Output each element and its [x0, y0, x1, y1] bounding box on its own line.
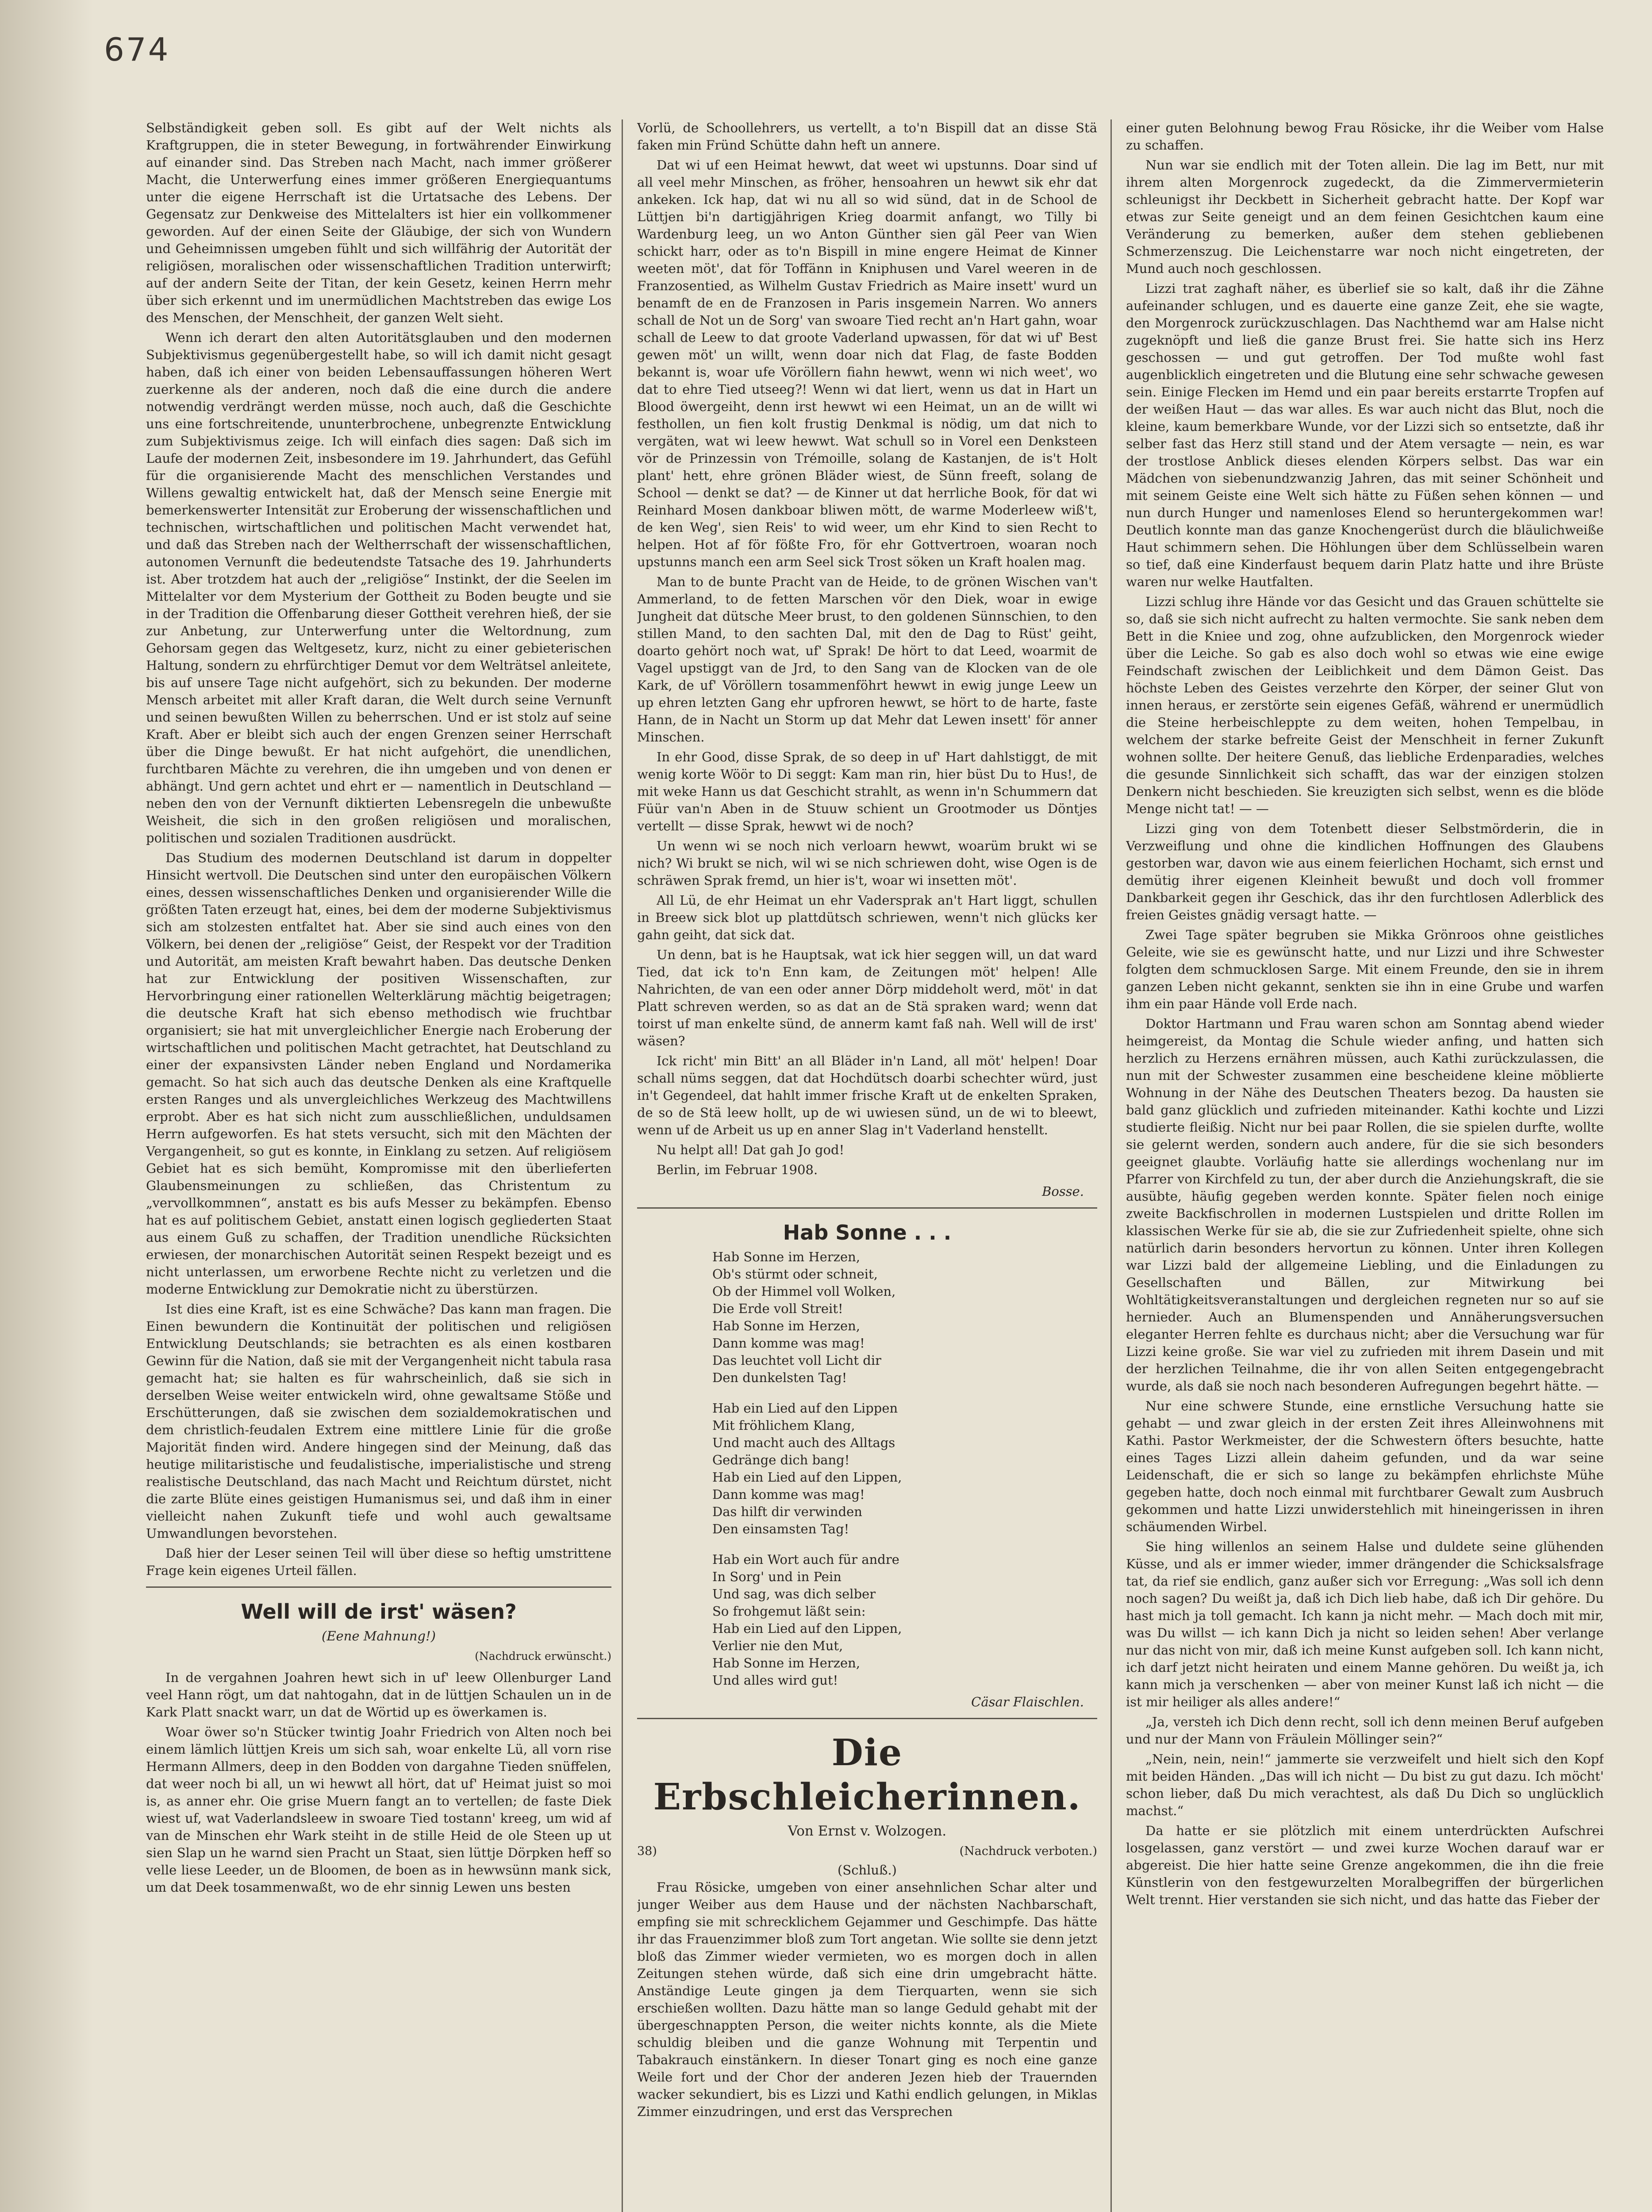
- left-paragraph: Daß hier der Leser seinen Teil will über diese so heftig umstrittene Frage kein eigenes Urteil fällen.: [146, 1546, 611, 1578]
- poem-line: Hab ein Lied auf den Lippen: [712, 1401, 898, 1416]
- conclusion-marker: (Schluß.): [838, 1863, 897, 1878]
- poem-line: Den dunkelsten Tag!: [712, 1370, 847, 1385]
- right-paragraph: Da hatte er sie plötzlich mit einem unterdrückten Aufschrei losgelassen, ganz verstört — und zwei kurze Wochen darauf war er abgereist. Die hier hatte seine Grenze angekommen, die ihn die freie Künstlerin von den festgewurzelten Moralbegriffen der bürgerlichen Welt trennt. Hier verstanden sie sich nicht, und das hatte das Fieber der: [1126, 1823, 1604, 1907]
- middle-paragraph: Un denn, bat is he Hauptsak, wat ick hier seggen will, un dat ward Tied, dat ick to'n Enn kam, de Zeitungen möt' helpen! Alle Nahrichten, de van een oder anner Dörp middeholt werd, möt' in dat Platt schreven werden, so as dat an de Stä spraken ward; wenn dat toirst uf man enkelte sünd, de annerm kamt faß nah. Well will de irst' wäsen?: [637, 947, 1097, 1048]
- poem-line: Ob der Himmel voll Wolken,: [712, 1284, 896, 1299]
- reprint-note: (Nachdruck verboten.): [959, 1844, 1097, 1858]
- poem-line: Hab Sonne im Herzen,: [712, 1655, 861, 1671]
- poem-body: [712, 1248, 1097, 1689]
- poem-line: In Sorg' und in Pein: [712, 1569, 841, 1584]
- right-paragraph: einer guten Belohnung bewog Frau Rösicke, ihr die Weiber vom Halse zu schaffen.: [1126, 120, 1604, 153]
- article-subtitle: (Eene Mahnung!): [322, 1628, 436, 1644]
- poem-line: Und sag, was dich selber: [712, 1586, 876, 1601]
- poem-title: Hab Sonne . . .: [783, 1221, 952, 1244]
- poem-line: Hab ein Wort auch für andre: [712, 1552, 899, 1567]
- right-paragraph: „Ja, versteh ich Dich denn recht, soll ich denn meinen Beruf aufgeben und nur der Mann von Fräulein Möllinger sein?“: [1126, 1714, 1604, 1747]
- novel-byline: Von Ernst v. Wolzogen.: [788, 1823, 947, 1839]
- novel-paragraph: Frau Rösicke, umgeben von einer ansehnlichen Schar alter und junger Weiber aus dem Hause und der nächsten Nachbarschaft, empfing sie mit schrecklichem Gejammer und Geschimpfe. Das hätte ihr das Frauenzimmer bloß zum Tort angetan. Wie sollte sie denn jetzt bloß das Zimmer wieder vermieten, wo es morgen doch in allen Zeitungen stehen würde, daß sich eine drin umgebracht hätte. Anständige Leute gingen ja dem Tierquarten, wenn sie sich erschießen wollten. Dazu hätte man so lange Geduld gehabt mit der übergeschnappten Person, die weiter nichts konnte, als die Miete schuldig bleiben und die ganze Wohnung mit Terpentin und Tabakrauch einstänkern. In dieser Tonart ging es noch eine ganze Weile fort und der Chor der anderen Jezen hieb der Trauernden wacker sekundiert, bis es Lizzi und Kathi endlich gelungen, in Miklas Zimmer einzudringen, und erst das Versprechen: [637, 1880, 1097, 2119]
- middle-paragraph: Dat wi uf een Heimat hewwt, dat weet wi upstunns. Doar sind uf all veel mehr Minschen, as fröher, hensoahren un hewwt sik ehr dat ankeken. Ick hap, dat wi nu all so wid sünd, dat in de School de Lüttjen bi'n dartigjährigen Krieg doarmit anfangt, wo Tilly bi Wardenburg leeg, un wo Anton Günther sien gäl Peer van Wien schickt harr, oder as to'n Bispill in mine engere Heimat de Kinner weeten möt', dat för Toffänn in Kniphusen und Varel weeren in de Franzosentied, as Wilhelm Gustav Friedrich as Maire insett' wurd un benamft de en de Franzosen in Paris insgemein Narren. Wo anners schall de Not un de Sorg' van swoare Tied recht an'n Hart gahn, woar schall de Leew to dat groote Vaderland upwassen, för dat wi uf' Best gewen möt' un willt, wenn doar nich dat Flag, de faste Bodden bekannt is, woar ufe Vöröllern fiahn hewwt, wenn wi nich weet', wo dat to ehre Tied utseeg?! Wenn wi dat liert, wenn us dat in Hart un Blood öwergeiht, denn irst hewwt wi een Heimat, un an de willt wi festhollen, un fien kolt frustig Denkmal is nödig, um dat nich to vergäten, wat wi leew hewwt. Wat schull so in Vorel een Denksteen vör de Prinzessin von Trémoille, solang de Kastanjen, de is't Holt plant' hett, ehre grönen Bläder wiest, de Sünn freeft, solang de School — denkt se dat? — de Kinner ut dat herrliche Book, för dat wi Reinhard Mosen dankboar bliwen mött, de warme Moderleew wiß't, de ken Weg', sien Reis' to wid weer, um ehr Kind to sien Recht to helpen. Hot af för fößte Fro, för ehr Gottvertroen, woaran noch upstunns manch een arm Seel sick Trost söken un Kraft hoalen mag.: [637, 157, 1097, 569]
- poem-line: Und macht auch des Alltags: [712, 1435, 895, 1450]
- reprint-note: (Nachdruck erwünscht.): [475, 1650, 611, 1663]
- left-paragraph: Ist dies eine Kraft, ist es eine Schwäche? Das kann man fragen. Die Einen bewundern die Kontinuität der politischen und religiösen Entwicklung Deutschlands; sie betrachten es als einen kostbaren Gewinn für die Nation, daß sie mit der Vergangenheit nicht tabula rasa gemacht hat; sie halten es für wahrscheinlich, daß sie sich in derselben Weise weiter entwickeln wird, ohne gewaltsame Stöße und Erschütterungen, daß sie zwischen dem sozialdemokratischen und dem christlich-feudalen Extrem eine mittlere Linie für die große Majorität finden wird. Andere hingegen sind der Meinung, daß das heutige militaristische und feudalistische, imperialistische und streng realistische Deutschland, das nach Macht und Reichtum dürstet, nicht die zarte Blüte eines geistigen Humanismus sei, und daß ihm in einer vielleicht nahen Zukunft tiefe und wohl auch gewaltsame Umwandlungen bevorstehen.: [146, 1302, 611, 1541]
- poem-line: Dann komme was mag!: [712, 1487, 865, 1502]
- dateline: Berlin, im Februar 1908.: [657, 1162, 818, 1177]
- poem-line: Und alles wird gut!: [712, 1673, 838, 1688]
- right-paragraph: Sie hing willenlos an seinem Halse und duldete seine glühenden Küsse, und als er immer wieder, immer drängender die Schicksalsfrage tat, da rief sie endlich, ganz außer sich vor Erregung: „Was soll ich denn noch sagen? Du weißt ja, daß ich Dich lieb habe, daß ich Dir gehöre. Du hast mich ja toll gemacht. Ich kann ja nicht mehr. — Mach doch mit mir, was Du willst — ich kann Dich ja nicht so leiden sehen! Aber verlange nur das nicht von mir, daß ich meine Kunst aufgeben soll. Ich kann nicht, ich darf jetzt nicht heiraten und einem Manne gehören. Du weißt ja, ich kann mich ja verschenken — aber von meiner Kunst laß ich nicht — die ist mir heiliger als alles andere!“: [1126, 1539, 1604, 1709]
- poem-line: Den einsamsten Tag!: [712, 1521, 849, 1536]
- stanza-gap: [712, 1538, 1097, 1551]
- left-paragraph: Das Studium des modernen Deutschland ist darum in doppelter Hinsicht wertvoll. Die Deutschen sind unter den europäischen Völkern eines, dessen wissenschaftliches Denken und organisierender Wille die größten Taten erzeugt hat, eines, bei dem der moderne Subjektivismus sich am stolzesten entfaltet hat. Aber sie sind auch eines von den Völkern, bei denen der „religiöse“ Geist, der Respekt vor der Tradition und Autorität, am meisten Kraft bewahrt haben. Das deutsche Denken hat zur Entwicklung der positiven Wissenschaften, zur Hervorbringung einer rationellen Welterklärung mächtig beigetragen; die deutsche Kraft hat sich ebenso methodisch wie fruchtbar organisiert; sie hat mit unvergleichlicher Energie nach Eroberung der wirtschaftlichen und politischen Macht getrachtet, hat Deutschland zu einer der expansivsten Länder neben England und Nordamerika gemacht. So hat sich auch das deutsche Denken als eine Kraftquelle ersten Ranges und als unvergleichliches Werkzeug des Machtwillens erprobt. Aber es hat sich nicht zum ausschließlichen, unduldsamen Herrn aufgeworfen. Es hat stets versucht, sich mit den Mächten der Vergangenheit, so gut es konnte, in Einklang zu setzen. Auf religiösem Gebiet hat es sich bemüht, Kompromisse mit den überlieferten Glaubensmeinungen zu schließen, das Christentum zu „vervollkommnen“, anstatt es bis aufs Messer zu bekämpfen. Ebenso hat es auf politischem Gebiet, anstatt einen logisch gegliederten Staat aus einem Guß zu schaffen, der Tradition unendliche Rücksichten erwiesen, der monarchischen Autorität seinen Respekt bezeigt und es nicht unterlassen, um erworbene Rechte nicht zu verletzen und die moderne Entwicklung zur Demokratie nicht zu überstürzen.: [146, 850, 611, 1297]
- poem-line: Verlier nie den Mut,: [712, 1638, 843, 1653]
- author-signature: Bosse.: [1042, 1184, 1084, 1199]
- left-paragraph: Wenn ich derart den alten Autoritätsglauben und den modernen Subjektivismus gegenübergestellt habe, so will ich damit nicht gesagt haben, daß ich einer von beiden Lebensauffassungen höheren Wert zuerkenne als der anderen, noch daß die eine durch die andere notwendig verdrängt werden müsse, noch auch, daß die Geschichte uns eine fortschreitende, ununterbrochene, unbegrenzte Entwicklung zum Subjektivismus zeige. Ich will einfach dies sagen: Daß sich im Laufe der modernen Zeit, insbesondere im 19. Jahrhundert, das Gefühl für die organisierende Macht des menschlichen Verstandes und Willens gewaltig entwickelt hat, daß der Mensch seine Energie mit bemerkenswerter Intensität zur Eroberung der wissenschaftlichen und technischen, wirtschaftlichen und politischen Macht verwendet hat, und daß das Streben nach der Weltherrschaft der wissenschaftlichen, autonomen Vernunft die bedeutendste Tatsache des 19. Jahrhunderts ist. Aber trotzdem hat auch der „religiöse“ Instinkt, der die Seelen im Mittelalter vor dem Mysterium der Gottheit zu Boden beugte und sie in der Tradition die Offenbarung dieser Gottheit verehren hieß, der sie zur Anbetung, zur Unterwerfung unter die Weltordnung, zum Gehorsam gegen das Weltgesetz, kurz, nicht zu einer gebieterischen Haltung, sondern zu ehrfürchtiger Demut vor dem Welträtsel anleitete, bis auf unsere Tage nicht aufgehört, sich zu bekunden. Der moderne Mensch arbeitet mit aller Kraft daran, die Welt durch seine Vernunft und seinen bewußten Willen zu beherrschen. Und er ist stolz auf seine Kraft. Aber er bleibt sich auch der engen Grenzen seiner Herrschaft über die Dinge bewußt. Er hat nicht aufgehört, die unendlichen, furchtbaren Mächte zu verehren, die ihn umgeben und von denen er abhängt. Und gern achtet und ehrt er — namentlich in Deutschland — neben den von der Vernunft diktierten Lebensregeln die unbewußte Weisheit, die sich in den großen religiösen und moralischen, politischen und sozialen Traditionen ausdrückt.: [146, 330, 611, 845]
- poem-line: Hab Sonne im Herzen,: [712, 1249, 861, 1264]
- poem-line: Gedränge dich bang!: [712, 1452, 850, 1467]
- poem-line: Das leuchtet voll Licht dir: [712, 1353, 881, 1368]
- poem-line: Ob's stürmt oder schneit,: [712, 1267, 878, 1282]
- poem-line: Das hilft dir verwinden: [712, 1504, 862, 1519]
- right-paragraph: Lizzi schlug ihre Hände vor das Gesicht und das Grauen schüttelte sie so, daß sie sich nicht aufrecht zu halten vermochte. Sie sank neben dem Bett in die Kniee und zog, ohne aufzublicken, den Morgenrock wieder über die Leiche. So gab es also doch wohl so etwas wie eine ewige Feindschaft zwischen der Leiblichkeit und dem Dämon Geist. Das höchste Leben des Geistes verzehrte den Körper, der seiner Glut von innen heraus, er zerstörte sein eigenes Gefäß, während er unermüdlich die Steine herbeischleppte zu dem weiten, hohen Tempelbau, in welchem der starke befreite Geist der Menschheit in ferner Zukunft wohnen sollte. Der heitere Genuß, das liebliche Erdenparadies, welches die gesunde Sinnlichkeit sich schafft, das war der einzigen stolzen Denkern nicht beschieden. Sie kreuzigten sich selbst, wenn es die blöde Menge nicht tat! — —: [1126, 594, 1604, 816]
- right-column: [1126, 119, 1604, 2212]
- article-title: Well will de irst' wäsen?: [241, 1600, 517, 1624]
- poem-line: Hab ein Lied auf den Lippen,: [712, 1470, 902, 1485]
- poem-line: Mit fröhlichem Klang,: [712, 1418, 855, 1433]
- installment-number: 38): [637, 1844, 657, 1858]
- middle-paragraph: Un wenn wi se noch nich verloarn hewwt, woarüm brukt wi se nich? Wi brukt se nich, wil wi se nich schriewen doht, wise Ogen is de schräwen Sprak fremd, un hier is't, woar wi insetten möt'.: [637, 838, 1097, 888]
- poem-line: Die Erde voll Streit!: [712, 1301, 843, 1316]
- page-number: 674: [104, 31, 170, 68]
- article-paragraph: In de vergahnen Joahren hewt sich in uf' leew Ollenburger Land veel Hann rögt, um dat nahtogahn, dat in de lüttjen Schaulen un in de Kark Platt snackt warr, un dat de Wörtid up es öwerkamen is.: [146, 1670, 611, 1720]
- left-paragraph: Selbständigkeit geben soll. Es gibt auf der Welt nichts als Kraftgruppen, die in steter Bewegung, in fortwährender Einwirkung auf einander sind. Das Streben nach Macht, nach immer größerer Macht, die Unterwerfung eines immer größeren Energiequantums unter die eigene Herrschaft ist die Urtatsache des Lebens. Der Gegensatz zur Denkweise des Mittelalters ist hier ein vollkommener geworden. Auf der einen Seite der Gläubige, der sich von Wundern und Geheimnissen umgeben fühlt und sich willfährig der Autorität der religiösen, moralischen oder wissenschaftlichen Tradition unterwirft; auf der andern Seite der Titan, der kein Gesetz, keinen Herrn mehr über sich erkennt und im unermüdlichen Machtstreben das ewige Los des Menschen, der Menschheit, der ganzen Welt sieht.: [146, 120, 611, 325]
- poem-line: Hab Sonne im Herzen,: [712, 1318, 861, 1333]
- novel-title: Die Erbschleicherinnen.: [653, 1732, 1081, 1818]
- poem-line: Dann komme was mag!: [712, 1336, 865, 1351]
- column-rule-left: [622, 119, 623, 2212]
- right-paragraph: „Nein, nein, nein!“ jammerte sie verzweifelt und hielt sich den Kopf mit beiden Händen. „Das will ich nicht — Du bist zu gut dazu. Ich möcht' schon lieber, daß Du mich verachtest, als daß Du Dich so unglücklich machst.“: [1126, 1751, 1604, 1818]
- right-paragraph: Nur eine schwere Stunde, eine ernstliche Versuchung hatte sie gehabt — und zwar gleich in der ersten Zeit ihres Alleinwohnens mit Kathi. Pastor Werkmeister, der die Schwestern öfters besuchte, hatte eines Tages Lizzi allein daheim gefunden, und da war seine Leidenschaft, die er sich so lange zu bekämpfen ehrlichste Mühe gegeben hatte, doch noch einmal mit furchtbarer Gewalt zum Ausbruch gekommen und hatte Lizzi unwiderstehlich mit hineingerissen in ihren schäumenden Wirbel.: [1126, 1398, 1604, 1534]
- section-divider: [146, 1586, 611, 1588]
- stanza-gap: [712, 1386, 1097, 1400]
- right-paragraph: Zwei Tage später begruben sie Mikka Grönroos ohne geistliches Geleite, wie sie es gewünscht hatte, und nur Lizzi und ihre Schwester folgten dem schmucklosen Sarge. Mit einem Freunde, den sie in ihrem ganzen Leben nicht gekannt, senkten sie ihn in eine Grube und warfen ihm ein paar Hände voll Erde nach.: [1126, 927, 1604, 1011]
- column-rule-right: [1110, 119, 1112, 2212]
- section-divider: [637, 1207, 1097, 1209]
- right-paragraph: Nun war sie endlich mit der Toten allein. Die lag im Bett, nur mit ihrem alten Morgenrock zugedeckt, da die Zimmervermieterin schleunigst ihr Deckbett in Sicherheit gebracht hatte. Der Kopf war etwas zur Seite geneigt und an dem feinen Gesichtchen kaum eine Veränderung zu bemerken, außer dem stehen gebliebenen Schmerzenszug. Die Leichenstarre war noch nicht eingetreten, der Mund auch noch geschlossen.: [1126, 157, 1604, 276]
- poem-line: Hab ein Lied auf den Lippen,: [712, 1621, 902, 1636]
- right-paragraph: Lizzi trat zaghaft näher, es überlief sie so kalt, daß ihr die Zähne aufeinander schlugen, und es dauerte eine ganze Zeit, ehe sie wagte, den Morgenrock zurückzuschlagen. Das Nachthemd war am Halse nicht zugeknöpft und ließ die ganze Brust frei. Sie hatte sich ins Herz geschossen — und gut getroffen. Der Tod mußte wohl fast augenblicklich eingetreten und die Blutung eine sehr schwache gewesen sein. Einige Flecken im Hemd und ein paar bereits erstarrte Tropfen auf der weißen Haut — das war alles. Es war auch nicht das Blut, noch die kleine, kaum bemerkbare Wunde, vor der Lizzi sich so entsetzte, daß ihr selber fast das Herz still stand und der Atem versagte — nein, es war der trostlose Anblick dieses elenden Körpers selbst. Das war ein Mädchen von siebenundzwanzig Jahren, das mit seiner Schönheit und mit seinem Geiste eine Welt sich hätte zu Füßen sehen können — und nun durch Hunger und namenloses Elend so heruntergekommen war! Deutlich konnte man das ganze Knochengerüst durch die bläulichweiße Haut schimmern sehen. Die Höhlungen über dem Schlüsselbein waren so tief, daß eine Kinderfaust bequem darin Platz hatte und ihre Brüste waren nur welke Hautfalten.: [1126, 281, 1604, 589]
- middle-paragraph: Nu helpt all! Dat gah Jo god!: [657, 1142, 845, 1157]
- installment-line: [637, 1843, 1097, 1860]
- article-paragraph: Woar öwer so'n Stücker twintig Joahr Friedrich von Alten noch bei einem lämlich lüttjen Kreis um sich sah, woar enkelte Lü, all vorn rise Hermann Allmers, deep in den Bodden von dargahne Tieden snüffelen, dat weer noch bi all, un wi hewwt all hört, dat uf' Heimat juist so moi is, as anner ehr. Oie grise Muern fangt an to vertellen; de faste Diek wiest uf, wat Vaderlandsleew in swoare Tied tostann' kreeg, um wid af van de Minschen ehr Wark steiht in de stille Heid de ole Steen up ut sien Slap un he warnd sien Pracht un Staat, sien lüttje Dörpken heff so velle liese Leeder, un de Bloomen, de boen as in hewwsünn mank sick, um dat Deek tosammenwaßt, wo de ehr sinnig Lewen uns besten: [146, 1724, 611, 1895]
- poem-line: So frohgemut läßt sein:: [712, 1604, 866, 1619]
- right-paragraph: Doktor Hartmann und Frau waren schon am Sonntag abend wieder heimgereist, da Montag die Schule wieder anfing, und hatten sich herzlich zu Herzens ernähren müssen, auch Kathi zurückzulassen, die nun mit der Schwester zusammen eine bescheidene kleine möblierte Wohnung in der Nähe des Deutschen Theaters bezog. Da hausten sie bald ganz glücklich und zufrieden miteinander. Kathi kochte und Lizzi studierte fleißig. Nicht nur bei paar Rollen, die sie spielen durfte, wollte sie gelernt werden, sondern auch andere, für die sie sich besonders geeignet glaubte. Vorläufig hatte sie allerdings wochenlang nur im Pfarrer von Kirchfeld zu tun, der aber durch die Anziehungskraft, die sie ausübte, häufig gegeben werden konnte. Später fielen noch einige zweite Backfischrollen in modernen Lustspielen und dritte Rollen im klassischen Werke für sie ab, die sie zur Zufriedenheit spielte, ohne sich natürlich darin besonders hervortun zu können. Unter ihren Kollegen war Lizzi bald der allgemeine Liebling, und die Einladungen zu Gesellschaften und Bällen, zur Mitwirkung bei Wohltätigkeitsveranstaltungen und dergleichen regneten nur so auf sie hernieder. Auch an Blumenspenden und Annäherungsversuchen eleganter Herren fehlte es durchaus nicht; aber die Versuchung war für Lizzi keine große. Sie war viel zu zufrieden mit ihrem Dasein und mit der herzlichen Teilnahme, die ihr von allen Seiten entgegengebracht wurde, als daß sie noch nach besonderen Aufregungen begehrt hätte. —: [1126, 1016, 1604, 1394]
- middle-paragraph: All Lü, de ehr Heimat un ehr Vadersprak an't Hart liggt, schullen in Breew sick blot up plattdütsch schriewen, wenn't nich glücks ker gahn geiht, dat sick dat.: [637, 893, 1097, 942]
- middle-paragraph: Vorlü, de Schoollehrers, us vertellt, a to'n Bispill dat an disse Stä faken min Fründ Schütte dahn heft un annere.: [637, 120, 1097, 153]
- poem-author: Cäsar Flaischlen.: [971, 1694, 1084, 1709]
- middle-paragraph: Ick richt' min Bitt' an all Bläder in'n Land, all möt' helpen! Doar schall nüms seggen, dat dat Hochdütsch doarbi schechter würd, just in't Gegendeel, dat hahlt immer frische Kraft ut de enkelten Spraken, de so de Stä leew hollt, up de wi uwiesen sünd, un de wi to bleewt, wenn uf de Arbeit us up en anner Slag in't Vaderland henstellt.: [637, 1053, 1097, 1137]
- left-column: [146, 119, 611, 2212]
- middle-paragraph: In ehr Good, disse Sprak, de so deep in uf' Hart dahlstiggt, de mit wenig korte Wöör to Di seggt: Kam man rin, hier büst Du to Hus!, de mit weke Hann us dat Geschicht strahlt, as wenn in'n Schummern dat Füür van'n Aben in de Stuuw schient un Grootmoder us Döntjes vertellt — disse Sprak, hewwt wi de noch?: [637, 749, 1097, 833]
- middle-paragraph: Man to de bunte Pracht van de Heide, to de grönen Wischen van't Ammerland, to de fetten Marschen vör den Diek, woar in ewige Jungheit dat dütsche Meer brust, to den goldenen Sünnschien, to den stillen Mand, to den sachten Dal, mit den de Dag to Rüst' geiht, doarto gehört noch wat, uf' Sprak! De hört to dat Leed, woarmit de Vagel upstiggt van de Jrd, to den Sang van de Klocken van de ole Kark, de uf' Vöröllern tosammenföhrt hewwt in ewig junge Leew un up ehren letzten Gang ehr upfroren hewwt, se hört to de harte, faste Hann, de in Nacht un Storm up dat Mehr dat Lewen insett' för anner Minschen.: [637, 574, 1097, 745]
- page-spine-shadow: [0, 0, 93, 2212]
- right-paragraph: Lizzi ging von dem Totenbett dieser Selbstmörderin, die in Verzweiflung und ohne die kindlichen Hoffnungen des Glaubens gestorben war, davon wie aus einem feierlichen Hochamt, sich ernst und demütig ihrer eigenen Kleinheit bewußt und doch voll frommer Dankbarkeit gegen ihr Geschick, das ihr den furchtlosen Adlerblick des freien Geistes gnädig versagt hatte. —: [1126, 821, 1604, 922]
- section-divider: [637, 1718, 1097, 1719]
- middle-column: [637, 119, 1097, 2212]
